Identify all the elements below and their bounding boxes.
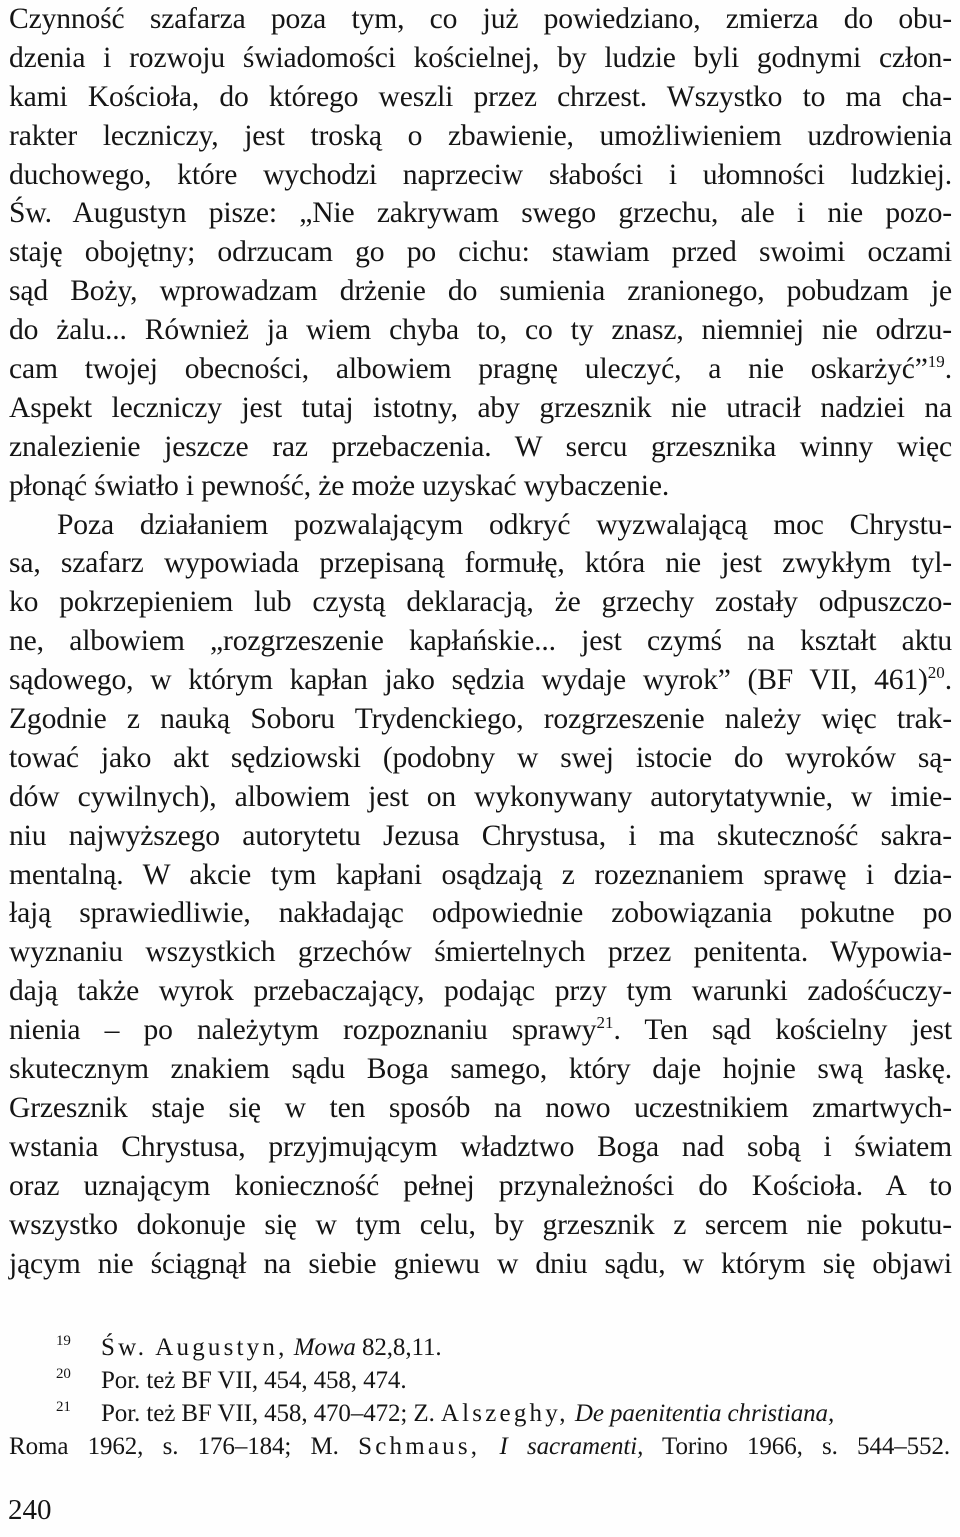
text-line: wyznaniu wszystkich grzechów śmiertelnych przez penitenta. Wypowia- <box>9 936 952 969</box>
text-line: dają także wyrok przebaczający, podając przy tym warunki zadośćuczy- <box>9 975 952 1008</box>
text-line: sa, szafarz wypowiada przepisaną formułę, która nie jest zwykłym tyl- <box>9 547 952 580</box>
text-line: wszystko dokonuje się w tym celu, by grzesznik z sercem nie pokutu- <box>9 1208 952 1241</box>
footnote-21: 21 Por. też BF VII, 458, 470–472; Z. Alszeghy, De paenitentia christiana, <box>56 1399 835 1427</box>
footnote-ref-21: 21 <box>596 1013 614 1033</box>
footnote-20: 20 Por. też BF VII, 454, 458, 474. <box>56 1366 407 1394</box>
text-line: niu najwyższego autorytetu Jezusa Chrystusa, i ma skuteczność sakra- <box>9 819 952 852</box>
page-number: 240 <box>8 1494 52 1526</box>
footnote-text: 82,8,11. <box>361 1334 442 1361</box>
text-line: Św. Augustyn pisze: „Nie zakrywam swego grzechu, ale i nie pozo- <box>9 197 952 230</box>
text-segment: . <box>944 353 952 386</box>
text-segment: . Ten sąd kościelny jest <box>613 1014 952 1047</box>
footnote-21-continued <box>9 1430 950 1463</box>
text-line: ko pokrzepieniem lub czystą deklaracją, że grzechy zostały odpuszczo- <box>9 586 952 619</box>
main-text <box>9 0 952 1283</box>
text-line: sąd Boży, wprowadzam drżenie do sumienia zranionego, pobudzam je <box>9 275 952 308</box>
paragraph-start: Poza działaniem pozwalającym odkryć wyzwalającą moc Chrystu- <box>57 508 952 541</box>
footnote-author: Św. Augustyn, <box>101 1334 288 1361</box>
footnote-title: Mowa <box>293 1334 356 1361</box>
footnote-text: Torino 1966, s. 544–552. <box>662 1433 950 1460</box>
text-line: kami Kościoła, do którego weszli przez chrzest. Wszystko to ma cha- <box>9 80 952 113</box>
text-line: tować jako akt sędziowski (podobny w swej istocie do wyroków są- <box>9 741 952 774</box>
text-line: wstania Chrystusa, przyjmującym władztwo Boga nad sobą i światem <box>9 1130 952 1163</box>
text-line: dów cywilnych), albowiem jest on wykonywany autorytatywnie, w imie- <box>9 780 952 813</box>
text-line: jącym nie ściągnął na siebie gniewu w dniu sądu, w którym się objawi <box>9 1247 952 1280</box>
text-line: duchowego, które wychodzi naprzeciw słabości i ułomności ludzkiej. <box>9 158 952 191</box>
footnote-19: 19 Św. Augustyn, Mowa 82,8,11. <box>56 1333 442 1361</box>
text-segment: . <box>944 664 952 697</box>
text-line: dzenia i rozwoju świadomości kościelnej, by ludzie byli godnymi człon- <box>9 41 952 74</box>
text-line: znalezienie jeszcze raz przebaczenia. W sercu grzesznika winny więc <box>9 430 952 463</box>
text-line: Aspekt leczniczy jest tutaj istotny, aby grzesznik nie utracił nadziei na <box>9 391 952 424</box>
footnote-title: I sacramenti, <box>499 1433 644 1460</box>
text-line: płonąć światło i pewność, że może uzyskać wybaczenie. <box>9 469 670 502</box>
text-line: Zgodnie z nauką Soboru Trydenckiego, rozgrzeszenie należy więc trak- <box>9 703 952 736</box>
footnote-author: Schmaus, <box>358 1433 481 1460</box>
footnote-text: Roma 1962, s. 176–184; M. <box>9 1433 339 1460</box>
text-segment: cam twojej obecności, albowiem pragnę uleczyć, a nie oskarżyć” <box>9 353 928 386</box>
footnote-ref-20: 20 <box>927 663 945 683</box>
text-segment: nienia – po należytym rozpoznaniu sprawy <box>9 1014 597 1047</box>
text-line: oraz uznającym konieczność pełnej przynależności do Kościoła. A to <box>9 1169 952 1202</box>
footnotes <box>9 1331 950 1463</box>
footnote-title: De paenitentia christiana, <box>574 1400 835 1427</box>
footnote-text: Por. też BF VII, 458, 470–472; Z. <box>101 1400 435 1427</box>
text-line: Grzesznik staje się w ten sposób na nowo uczestnikiem zmartwych- <box>9 1091 952 1124</box>
text-line: łają sprawiedliwie, nakładając odpowiednie zobowiązania pokutne po <box>9 897 952 930</box>
text-line: staję obojętny; odrzucam go po cichu: stawiam przed swoimi oczami <box>9 236 952 269</box>
footnote-text: Por. też BF VII, 454, 458, 474. <box>101 1367 407 1394</box>
text-line: Czynność szafarza poza tym, co już powiedziano, zmierza do obu- <box>9 3 952 35</box>
text-line: do żalu... Również ja wiem chyba to, co ty znasz, niemniej nie odrzu- <box>9 314 952 347</box>
text-line <box>9 1011 952 1050</box>
text-line: mentalną. W akcie tym kapłani osądzają z rozeznaniem sprawę i dzia- <box>9 858 952 891</box>
footnote-ref-19: 19 <box>927 352 945 372</box>
text-line: skutecznym znakiem sądu Boga samego, który daje hojnie swą łaskę. <box>9 1053 952 1086</box>
text-line <box>9 350 952 389</box>
text-line <box>9 661 952 700</box>
text-segment: sądowego, w którym kapłan jako sędzia wydaje wyrok” (BF VII, 461) <box>9 664 928 697</box>
text-line: rakter leczniczy, jest troską o zbawienie, umożliwieniem uzdrowienia <box>9 119 952 152</box>
footnote-author: Alszeghy, <box>440 1400 569 1427</box>
text-line: ne, albowiem „rozgrzeszenie kapłańskie... jest czymś na kształt aktu <box>9 625 952 658</box>
